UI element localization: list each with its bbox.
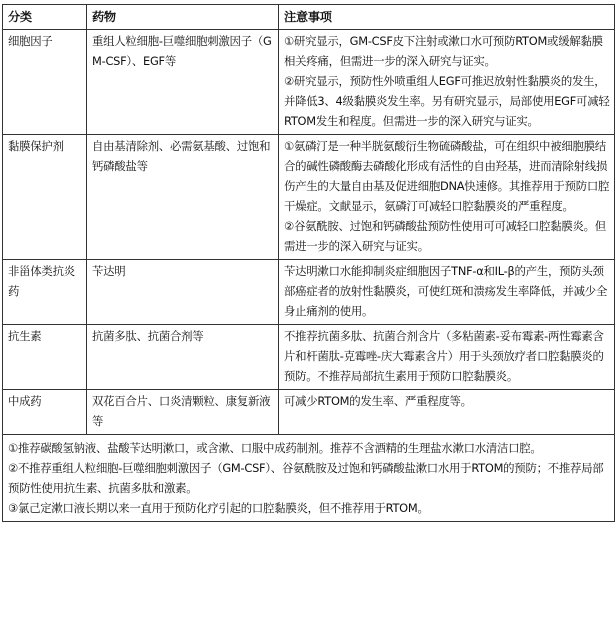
category-cell: 细胞因子 [3,30,87,135]
drug-cell: 双花百合片、口炎清颗粒、康复新液等 [87,390,279,435]
drug-cell: 自由基清除剂、必需氨基酸、过饱和钙磷酸盐等 [87,135,279,260]
drug-cell: 抗菌多肽、抗菌合剂等 [87,325,279,390]
footer-note: ②不推荐重组人粒细胞-巨噬细胞刺激因子（GM-CSF）、谷氨酰胺及过饱和钙磷酸盐漱口水用于RTOM的预防；不推荐局部预防性使用抗生素、抗菌多肽和激素。 [8,461,604,495]
drug-cell: 苄达明 [87,260,279,325]
table-row [3,135,615,260]
category-cell: 中成药 [3,390,87,435]
table-row [3,390,615,435]
note-paragraph: 可减少RTOM的发生率、严重程度等。 [284,394,472,408]
header-row [3,5,615,30]
category-cell: 黏膜保护剂 [3,135,87,260]
table-row [3,260,615,325]
drug-table [2,4,615,522]
table-row [3,30,615,135]
drug-cell: 重组人粒细胞-巨噬细胞刺激因子（GM-CSF）、EGF等 [87,30,279,135]
note-paragraph: ①研究显示，GM-CSF皮下注射或漱口水可预防RTOM或缓解黏膜相关疼痛，但需进一步的深入研究与证实。 [284,34,603,68]
note-paragraph: ②谷氨酰胺、过饱和钙磷酸盐预防性使用可可减轻口腔黏膜炎。但需进一步的深入研究与证实。 [284,219,606,253]
footer-row [3,435,615,522]
header-category: 分类 [3,5,87,30]
header-notes: 注意事项 [279,5,615,30]
header-drug: 药物 [87,5,279,30]
footer-note: ③氯己定漱口液长期以来一直用于预防化疗引起的口腔黏膜炎，但不推荐用于RTOM。 [8,501,429,515]
note-paragraph: 不推荐抗菌多肽、抗菌合剂含片（多粘菌素-妥布霉素-两性霉素含片和杆菌肽-克霉唑-庆大霉素含片）用于头颈放疗者口腔黏膜炎的预防。不推荐局部抗生素用于预防口腔黏膜炎。 [284,329,604,383]
table-row [3,325,615,390]
notes-cell [279,135,615,260]
category-cell: 抗生素 [3,325,87,390]
notes-cell [279,325,615,390]
notes-cell [279,30,615,135]
notes-cell [279,260,615,325]
note-paragraph: 苄达明漱口水能抑制炎症细胞因子TNF-α和IL-β的产生，预防头颈部癌症者的放射性黏膜炎，可使红斑和溃疡发生率降低，并减少全身止痛剂的使用。 [284,264,608,318]
note-paragraph: ①氨磷汀是一种半胱氨酸衍生物硫磷酸盐，可在组织中被细胞膜结合的碱性磷酸酶去磷酸化形成有活性的自由羟基，进而清除射线损伤产生的大量自由基及促进细胞DNA快速修。其推荐用于预防口腔干燥症。文献显示，氨磷汀可减轻口腔黏膜炎的严重程度。 [284,139,610,213]
note-paragraph: ②研究显示，预防性外喷重组人EGF可推迟放射性黏膜炎的发生，并降低3、4级黏膜炎发生率。另有研究显示，局部使用EGF可减轻RTOM发生和程度。但需进一步的深入研究与证实。 [284,74,610,128]
notes-cell [279,390,615,435]
category-cell: 非甾体类抗炎药 [3,260,87,325]
footer-note: ①推荐碳酸氢钠液、盐酸苄达明漱口，或含漱、口服中成药制剂。推荐不含酒精的生理盐水漱口水清洁口腔。 [8,441,542,455]
footer-notes-cell [3,435,615,522]
